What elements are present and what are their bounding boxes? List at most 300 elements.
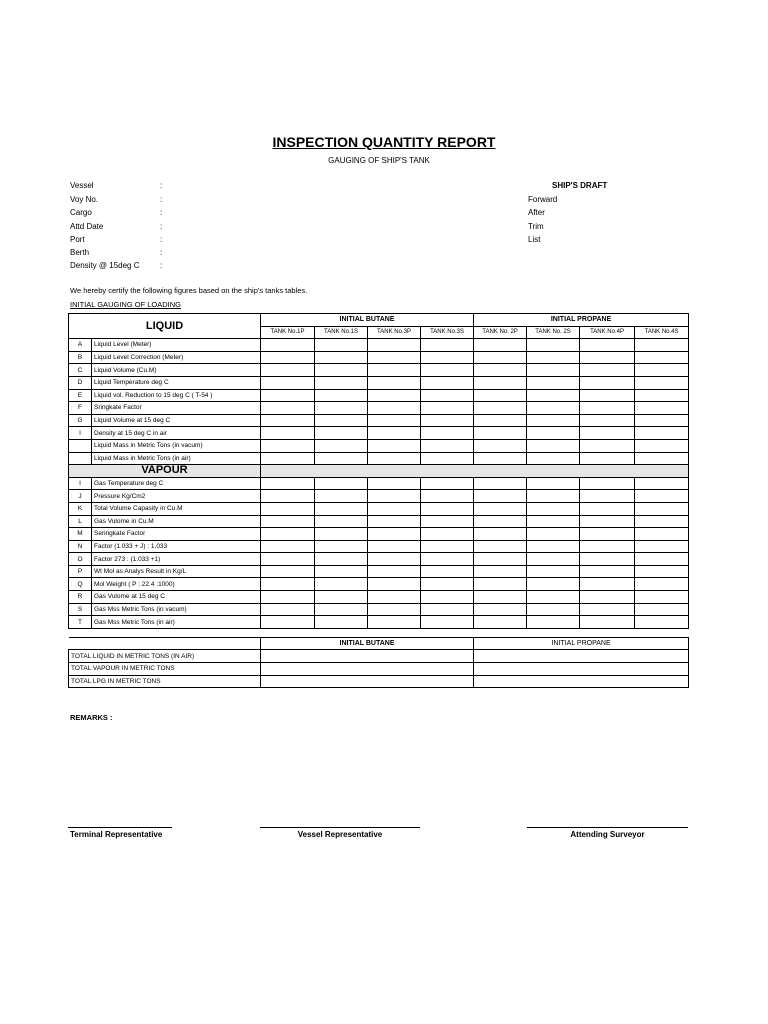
- value-cell: [635, 452, 689, 465]
- value-cell: [368, 452, 421, 465]
- row-code: K: [69, 502, 92, 515]
- table-row: [69, 376, 689, 389]
- value-cell: [421, 376, 474, 389]
- row-code: P: [69, 565, 92, 578]
- value-cell: [527, 414, 580, 427]
- row-label: Gas Vulome at 15 deg C: [92, 591, 261, 604]
- value-cell: [261, 452, 315, 465]
- row-label: Gas Vulome in Cu.M: [92, 515, 261, 528]
- vapour-section-row: [69, 465, 689, 478]
- totals-propane-value: [474, 663, 689, 676]
- value-cell: [527, 376, 580, 389]
- field-label-cargo: Cargo: [70, 208, 92, 217]
- value-cell: [368, 351, 421, 364]
- value-cell: [580, 376, 635, 389]
- value-cell: [421, 439, 474, 452]
- signature-terminal-representative: Terminal Representative: [70, 830, 163, 839]
- totals-row: [69, 663, 689, 676]
- value-cell: [368, 591, 421, 604]
- table-row: [69, 427, 689, 440]
- value-cell: [474, 540, 527, 553]
- value-cell: [315, 452, 368, 465]
- value-cell: [635, 540, 689, 553]
- row-label: Factor (1.033 + J) : 1.033: [92, 540, 261, 553]
- field-label-berth: Berth: [70, 248, 90, 257]
- table-row: [69, 414, 689, 427]
- field-label-port: Port: [70, 235, 85, 244]
- field-colon: :: [160, 195, 163, 204]
- ships-draft-title: SHIP'S DRAFT: [552, 181, 608, 190]
- value-cell: [635, 339, 689, 352]
- row-label: Pressure Kg/Cm2: [92, 490, 261, 503]
- value-cell: [635, 591, 689, 604]
- value-cell: [261, 515, 315, 528]
- value-cell: [635, 553, 689, 566]
- value-cell: [580, 616, 635, 629]
- tank-header: TANK No.4S: [635, 326, 689, 339]
- value-cell: [315, 427, 368, 440]
- table-row: [69, 616, 689, 629]
- value-cell: [580, 565, 635, 578]
- row-label: Sringkate Factor: [92, 402, 261, 415]
- value-cell: [527, 591, 580, 604]
- value-cell: [421, 364, 474, 377]
- row-label: Liquid Mass in Metric Tons (in vacum): [92, 439, 261, 452]
- value-cell: [261, 502, 315, 515]
- value-cell: [261, 389, 315, 402]
- value-cell: [261, 565, 315, 578]
- table-row: [69, 528, 689, 541]
- value-cell: [421, 578, 474, 591]
- value-cell: [368, 439, 421, 452]
- value-cell: [474, 452, 527, 465]
- value-cell: [580, 603, 635, 616]
- row-code: R: [69, 591, 92, 604]
- value-cell: [421, 427, 474, 440]
- row-label: Total Volume Capasity in Cu.M: [92, 502, 261, 515]
- value-cell: [315, 351, 368, 364]
- value-cell: [261, 578, 315, 591]
- totals-butane-header: INITIAL BUTANE: [261, 637, 474, 650]
- value-cell: [474, 439, 527, 452]
- value-cell: [527, 452, 580, 465]
- row-code: A: [69, 339, 92, 352]
- table-row: [69, 452, 689, 465]
- value-cell: [474, 402, 527, 415]
- value-cell: [527, 351, 580, 364]
- row-code: I: [69, 427, 92, 440]
- totals-butane-value: [261, 663, 474, 676]
- value-cell: [474, 603, 527, 616]
- row-code: L: [69, 515, 92, 528]
- value-cell: [580, 490, 635, 503]
- value-cell: [315, 553, 368, 566]
- value-cell: [315, 515, 368, 528]
- draft-label-forward: Forward: [528, 195, 558, 204]
- value-cell: [527, 553, 580, 566]
- draft-label-trim: Trim: [528, 222, 544, 231]
- row-code: N: [69, 540, 92, 553]
- value-cell: [635, 490, 689, 503]
- field-colon: :: [160, 235, 163, 244]
- table-row: [69, 591, 689, 604]
- table-row: [69, 578, 689, 591]
- value-cell: [635, 402, 689, 415]
- value-cell: [261, 603, 315, 616]
- value-cell: [527, 540, 580, 553]
- value-cell: [635, 376, 689, 389]
- table-row: [69, 364, 689, 377]
- field-colon: :: [160, 208, 163, 217]
- row-code: M: [69, 528, 92, 541]
- table-row: [69, 389, 689, 402]
- value-cell: [635, 578, 689, 591]
- gauging-heading: INITIAL GAUGING OF LOADING: [70, 300, 181, 309]
- value-cell: [580, 389, 635, 402]
- value-cell: [635, 427, 689, 440]
- totals-header-row: [69, 637, 689, 650]
- value-cell: [527, 565, 580, 578]
- totals-butane-value: [261, 675, 474, 688]
- row-code: D: [69, 376, 92, 389]
- value-cell: [580, 591, 635, 604]
- value-cell: [474, 553, 527, 566]
- field-colon: :: [160, 248, 163, 257]
- value-cell: [261, 402, 315, 415]
- value-cell: [315, 490, 368, 503]
- value-cell: [261, 540, 315, 553]
- value-cell: [580, 351, 635, 364]
- totals-label: TOTAL LPG IN METRIC TONS: [69, 675, 261, 688]
- value-cell: [527, 402, 580, 415]
- value-cell: [368, 528, 421, 541]
- row-code: Q: [69, 578, 92, 591]
- row-code: T: [69, 616, 92, 629]
- value-cell: [580, 427, 635, 440]
- signature-line-vessel: [260, 827, 420, 828]
- table-row: [69, 565, 689, 578]
- value-cell: [580, 414, 635, 427]
- value-cell: [315, 439, 368, 452]
- gauging-table: [68, 313, 689, 688]
- totals-row: [69, 650, 689, 663]
- field-label-density: Density @ 15deg C: [70, 261, 140, 270]
- value-cell: [421, 402, 474, 415]
- value-cell: [368, 339, 421, 352]
- value-cell: [368, 553, 421, 566]
- value-cell: [527, 364, 580, 377]
- value-cell: [421, 528, 474, 541]
- totals-propane-value: [474, 650, 689, 663]
- initial-butane-header: INITIAL BUTANE: [261, 314, 474, 327]
- value-cell: [368, 414, 421, 427]
- value-cell: [421, 616, 474, 629]
- value-cell: [261, 376, 315, 389]
- value-cell: [635, 351, 689, 364]
- value-cell: [315, 389, 368, 402]
- row-label: Liquid Volume at 15 deg C: [92, 414, 261, 427]
- field-colon: :: [160, 261, 163, 270]
- value-cell: [315, 414, 368, 427]
- table-row: [69, 540, 689, 553]
- row-code: J: [69, 490, 92, 503]
- value-cell: [368, 603, 421, 616]
- value-cell: [315, 402, 368, 415]
- value-cell: [635, 364, 689, 377]
- value-cell: [580, 452, 635, 465]
- value-cell: [635, 389, 689, 402]
- tank-header: TANK No.4P: [580, 326, 635, 339]
- row-code: B: [69, 351, 92, 364]
- value-cell: [635, 528, 689, 541]
- table-row: [69, 402, 689, 415]
- row-label: Mol Weight ( P : 22.4 :1000): [92, 578, 261, 591]
- row-label: Liquid vol. Reduction to 15 deg C ( T-54 ): [92, 389, 261, 402]
- value-cell: [474, 591, 527, 604]
- value-cell: [368, 477, 421, 490]
- row-label: Gas Mss Metric Tons (in air): [92, 616, 261, 629]
- value-cell: [580, 515, 635, 528]
- value-cell: [421, 603, 474, 616]
- value-cell: [315, 591, 368, 604]
- value-cell: [474, 339, 527, 352]
- report-title: INSPECTION QUANTITY REPORT: [272, 134, 496, 150]
- initial-propane-header: INITIAL PROPANE: [474, 314, 689, 327]
- value-cell: [474, 616, 527, 629]
- value-cell: [315, 376, 368, 389]
- value-cell: [474, 565, 527, 578]
- tank-header: TANK No.1P: [261, 326, 315, 339]
- value-cell: [315, 502, 368, 515]
- value-cell: [527, 603, 580, 616]
- value-cell: [261, 528, 315, 541]
- table-row: [69, 339, 689, 352]
- row-code: O: [69, 553, 92, 566]
- value-cell: [635, 565, 689, 578]
- value-cell: [261, 591, 315, 604]
- value-cell: [315, 477, 368, 490]
- row-label: Liquid Temperature deg C: [92, 376, 261, 389]
- value-cell: [261, 427, 315, 440]
- value-cell: [474, 490, 527, 503]
- value-cell: [635, 414, 689, 427]
- value-cell: [261, 364, 315, 377]
- row-label: Wt Mol as Analys Result in Kg/L: [92, 565, 261, 578]
- value-cell: [315, 578, 368, 591]
- tank-header: TANK No.3P: [368, 326, 421, 339]
- value-cell: [421, 351, 474, 364]
- value-cell: [315, 339, 368, 352]
- remarks-label: REMARKS :: [70, 713, 113, 722]
- vapour-section-fill: [261, 465, 689, 478]
- value-cell: [474, 427, 527, 440]
- value-cell: [368, 502, 421, 515]
- value-cell: [368, 376, 421, 389]
- value-cell: [261, 414, 315, 427]
- value-cell: [368, 515, 421, 528]
- row-label: Liquid Mass in Metric Tons (in air): [92, 452, 261, 465]
- value-cell: [421, 553, 474, 566]
- table-row: [69, 603, 689, 616]
- value-cell: [635, 439, 689, 452]
- gap-row: [69, 628, 689, 637]
- value-cell: [315, 364, 368, 377]
- value-cell: [368, 540, 421, 553]
- value-cell: [315, 528, 368, 541]
- value-cell: [474, 528, 527, 541]
- value-cell: [635, 502, 689, 515]
- table-row: [69, 477, 689, 490]
- value-cell: [421, 565, 474, 578]
- value-cell: [580, 540, 635, 553]
- value-cell: [261, 351, 315, 364]
- row-code: F: [69, 402, 92, 415]
- value-cell: [421, 389, 474, 402]
- field-colon: :: [160, 222, 163, 231]
- value-cell: [261, 490, 315, 503]
- signature-attending-surveyor: Attending Surveyor: [570, 830, 645, 839]
- value-cell: [315, 565, 368, 578]
- row-code: S: [69, 603, 92, 616]
- row-code: G: [69, 414, 92, 427]
- value-cell: [635, 603, 689, 616]
- field-label-attd-date: Attd Date: [70, 222, 104, 231]
- value-cell: [635, 515, 689, 528]
- signature-line-terminal: [68, 827, 172, 828]
- value-cell: [474, 578, 527, 591]
- row-label: Factor 273 : (1.033 +1): [92, 553, 261, 566]
- value-cell: [368, 490, 421, 503]
- value-cell: [315, 603, 368, 616]
- field-label-voy-no: Voy No.: [70, 195, 99, 204]
- value-cell: [261, 553, 315, 566]
- value-cell: [474, 364, 527, 377]
- value-cell: [580, 502, 635, 515]
- table-header-row: [69, 314, 689, 327]
- value-cell: [474, 477, 527, 490]
- value-cell: [580, 402, 635, 415]
- value-cell: [635, 616, 689, 629]
- value-cell: [421, 339, 474, 352]
- field-label-vessel: Vessel: [70, 181, 94, 190]
- row-label: Density at 15 deg C in air: [92, 427, 261, 440]
- totals-propane-header: INITIAL PROPANE: [474, 637, 689, 650]
- value-cell: [315, 540, 368, 553]
- value-cell: [368, 578, 421, 591]
- value-cell: [527, 502, 580, 515]
- draft-label-list: List: [528, 235, 541, 244]
- liquid-section-label: LIQUID: [69, 314, 261, 339]
- value-cell: [527, 515, 580, 528]
- value-cell: [527, 528, 580, 541]
- value-cell: [474, 515, 527, 528]
- value-cell: [421, 515, 474, 528]
- value-cell: [261, 616, 315, 629]
- value-cell: [580, 439, 635, 452]
- totals-label: TOTAL VAPOUR IN METRIC TONS: [69, 663, 261, 676]
- value-cell: [368, 565, 421, 578]
- totals-propane-value: [474, 675, 689, 688]
- totals-label: TOTAL LIQUID IN METRIC TONS (IN AIR): [69, 650, 261, 663]
- row-label: Gas Mss Metric Tons (in vacum): [92, 603, 261, 616]
- certify-statement: We hereby certify the following figures based on the ship's tanks tables.: [70, 286, 308, 295]
- row-label: Seringkate Factor: [92, 528, 261, 541]
- row-code: C: [69, 364, 92, 377]
- value-cell: [527, 490, 580, 503]
- value-cell: [474, 376, 527, 389]
- totals-butane-value: [261, 650, 474, 663]
- value-cell: [527, 578, 580, 591]
- value-cell: [421, 591, 474, 604]
- value-cell: [421, 540, 474, 553]
- value-cell: [474, 389, 527, 402]
- gap-cell: [69, 628, 689, 637]
- value-cell: [368, 427, 421, 440]
- signature-vessel-representative: Vessel Representative: [297, 830, 383, 839]
- signature-line-surveyor: [527, 827, 688, 828]
- value-cell: [527, 339, 580, 352]
- value-cell: [421, 477, 474, 490]
- row-label: Gas Temperature deg C: [92, 477, 261, 490]
- value-cell: [368, 389, 421, 402]
- totals-header-spacer: [69, 637, 261, 650]
- value-cell: [474, 351, 527, 364]
- draft-label-after: After: [528, 208, 545, 217]
- value-cell: [474, 414, 527, 427]
- report-subtitle: GAUGING OF SHIP'S TANK: [328, 156, 430, 165]
- value-cell: [527, 616, 580, 629]
- row-code: [69, 439, 92, 452]
- value-cell: [261, 339, 315, 352]
- tank-header: TANK No. 2S: [527, 326, 580, 339]
- table-row: [69, 502, 689, 515]
- row-label: Liquid Level Correction (Meter): [92, 351, 261, 364]
- value-cell: [368, 616, 421, 629]
- row-code: [69, 452, 92, 465]
- row-code: E: [69, 389, 92, 402]
- totals-row: [69, 675, 689, 688]
- table-row: [69, 553, 689, 566]
- value-cell: [368, 402, 421, 415]
- row-label: Liquid Volume (Cu.M): [92, 364, 261, 377]
- table-row: [69, 490, 689, 503]
- value-cell: [527, 439, 580, 452]
- value-cell: [580, 339, 635, 352]
- value-cell: [421, 452, 474, 465]
- value-cell: [580, 477, 635, 490]
- value-cell: [261, 477, 315, 490]
- value-cell: [315, 616, 368, 629]
- field-colon: :: [160, 181, 163, 190]
- value-cell: [261, 439, 315, 452]
- value-cell: [580, 528, 635, 541]
- value-cell: [527, 427, 580, 440]
- value-cell: [368, 364, 421, 377]
- value-cell: [421, 414, 474, 427]
- value-cell: [580, 553, 635, 566]
- value-cell: [527, 477, 580, 490]
- value-cell: [474, 502, 527, 515]
- row-label: Liquid Level (Meter): [92, 339, 261, 352]
- value-cell: [421, 490, 474, 503]
- table-row: [69, 351, 689, 364]
- vapour-section-label: VAPOUR: [69, 465, 261, 478]
- table-row: [69, 515, 689, 528]
- value-cell: [580, 364, 635, 377]
- table-row: [69, 439, 689, 452]
- tank-header: TANK No.1S: [315, 326, 368, 339]
- row-code: I: [69, 477, 92, 490]
